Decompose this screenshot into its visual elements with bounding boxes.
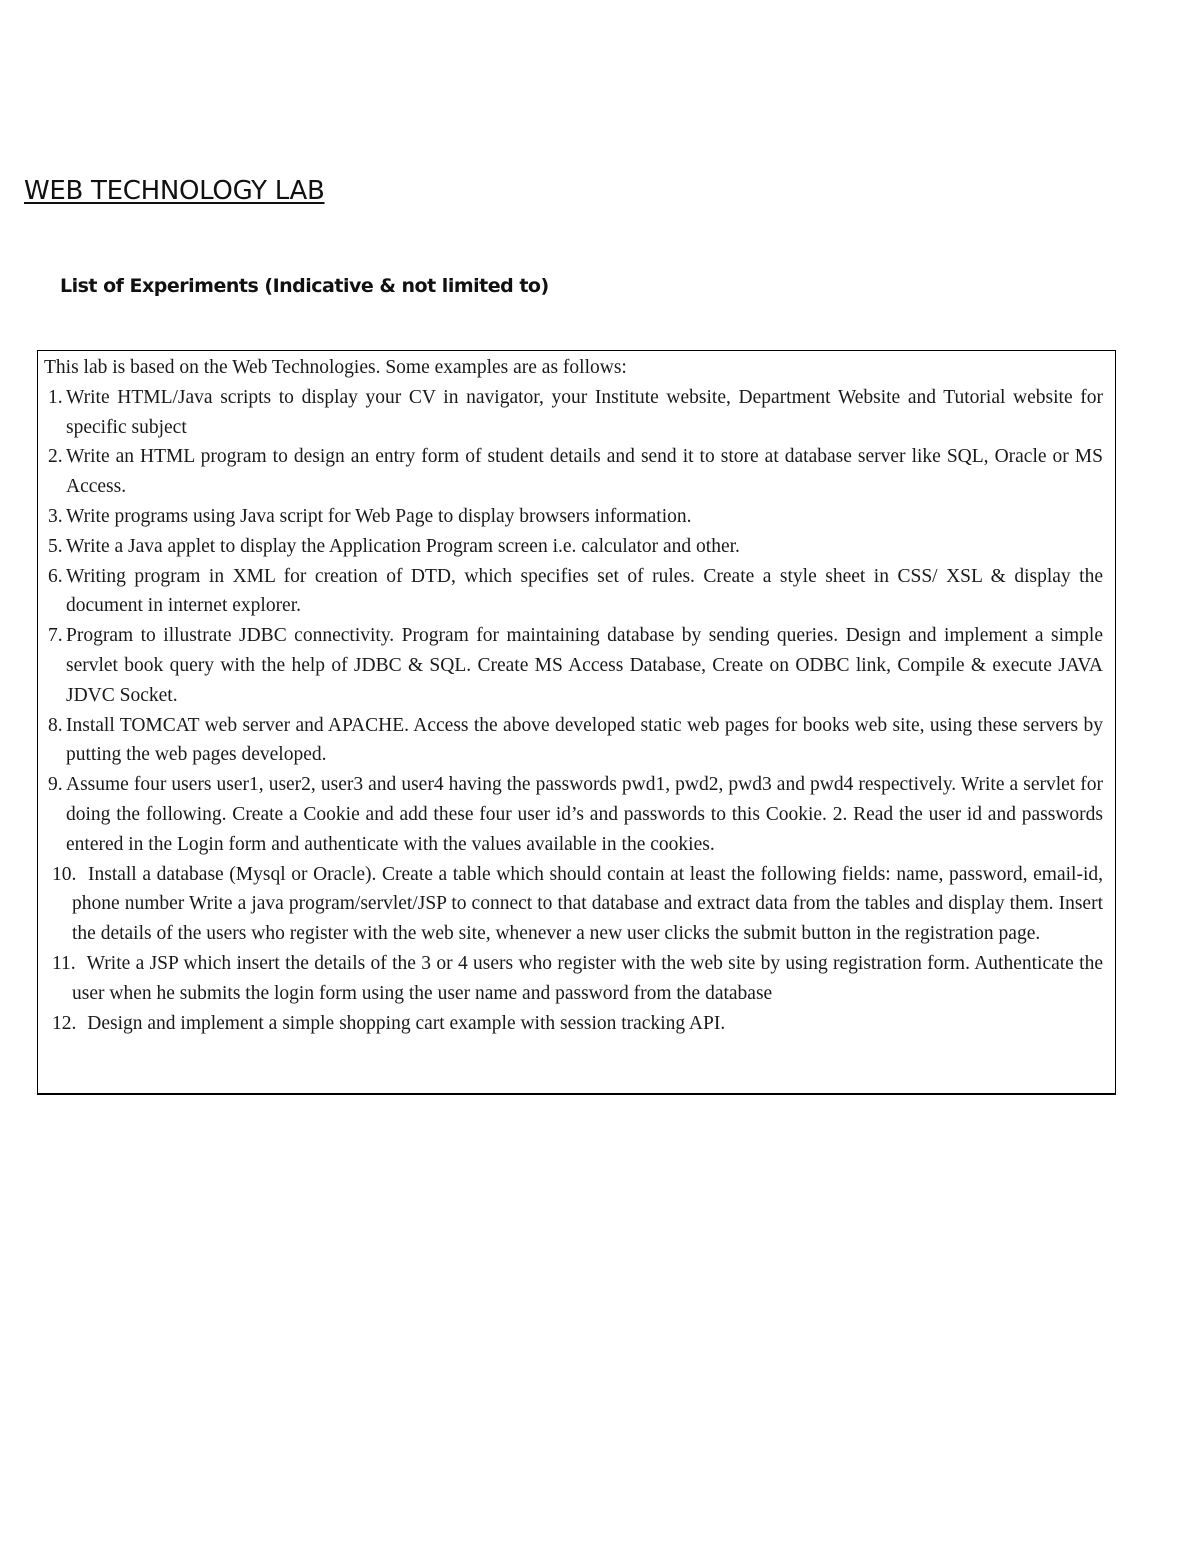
- experiment-item: [44, 1009, 1103, 1039]
- experiment-text: Write a JSP which insert the details of the 3 or 4 users who register with the web site by using registration form. Authenticate the user when he submits the login form using the user name and password from the database: [72, 952, 1104, 1004]
- experiment-text: Write an HTML program to design an entry form of student details and send it to store at database server like SQL, Oracle or MS Access.: [66, 446, 1103, 498]
- experiments-subtitle: List of Experiments (Indicative & not limited to): [60, 275, 549, 297]
- box-bottom-rule: [37, 1093, 1116, 1095]
- experiment-item: [44, 621, 1103, 710]
- experiment-text: Write HTML/Java scripts to display your CV in navigator, your Institute website, Department Website and Tutorial website for specific subject: [66, 386, 1103, 438]
- experiment-number: 3.: [48, 505, 63, 527]
- experiment-number: 2.: [48, 446, 63, 468]
- experiment-number: 5.: [48, 535, 63, 557]
- experiment-item: [44, 949, 1103, 1009]
- experiments-box: [37, 350, 1116, 1094]
- experiment-number: 7.: [48, 625, 63, 647]
- experiment-item: [44, 442, 1103, 502]
- experiment-text: Write a Java applet to display the Application Program screen i.e. calculator and other.: [66, 535, 740, 557]
- experiment-number: 1.: [48, 386, 63, 408]
- experiment-text: Install a database (Mysql or Oracle). Create a table which should contain at least the following fields: name, password, email-id, phone number Write a java program/servlet/JSP to connect to that database and extract data from the tables and display them. Insert the details of the users who register with the web site, whenever a new user clicks the submit button in the registration page.: [72, 863, 1104, 945]
- experiment-item: [44, 770, 1103, 859]
- experiment-item: [44, 562, 1103, 622]
- experiment-item: [44, 502, 1103, 532]
- experiment-text: Assume four users user1, user2, user3 and user4 having the passwords pwd1, pwd2, pwd3 and pwd4 respectively. Write a servlet for doing the following. Create a Cookie and add these four user id’s and passwords to this Cookie. 2. Read the user id and passwords entered in the Login form and authenticate with the values available in the cookies.: [66, 774, 1103, 855]
- experiment-text: Writing program in XML for creation of DTD, which specifies set of rules. Create a style sheet in CSS/ XSL & display the document in internet explorer.: [66, 565, 1103, 617]
- experiment-list: [44, 383, 1103, 1039]
- experiment-item: [44, 383, 1103, 443]
- experiment-item: [44, 711, 1103, 771]
- experiment-number: 11.: [52, 952, 76, 974]
- experiment-text: Write programs using Java script for Web Page to display browsers information.: [66, 505, 692, 527]
- intro-text: This lab is based on the Web Technologies. Some examples are as follows:: [44, 357, 627, 378]
- experiment-text: Program to illustrate JDBC connectivity. Program for maintaining database by sending queries. Design and implement a simple servlet book query with the help of JDBC & SQL. Create MS Access Database, Create on ODBC link, Compile & execute JAVA JDVC Socket.: [66, 625, 1103, 706]
- experiment-number: 10.: [52, 863, 77, 885]
- document-title: WEB TECHNOLOGY LAB: [24, 176, 325, 206]
- experiment-number: 8.: [48, 714, 63, 736]
- experiment-text: Install TOMCAT web server and APACHE. Access the above developed static web pages for books web site, using these servers by putting the web pages developed.: [66, 714, 1103, 766]
- experiment-number: 6.: [48, 565, 63, 587]
- experiment-item: [44, 532, 1103, 562]
- experiment-number: 12.: [52, 1012, 77, 1034]
- experiment-text: Design and implement a simple shopping cart example with session tracking API.: [87, 1012, 726, 1034]
- experiment-number: 9.: [48, 774, 63, 796]
- experiment-item: [44, 860, 1103, 949]
